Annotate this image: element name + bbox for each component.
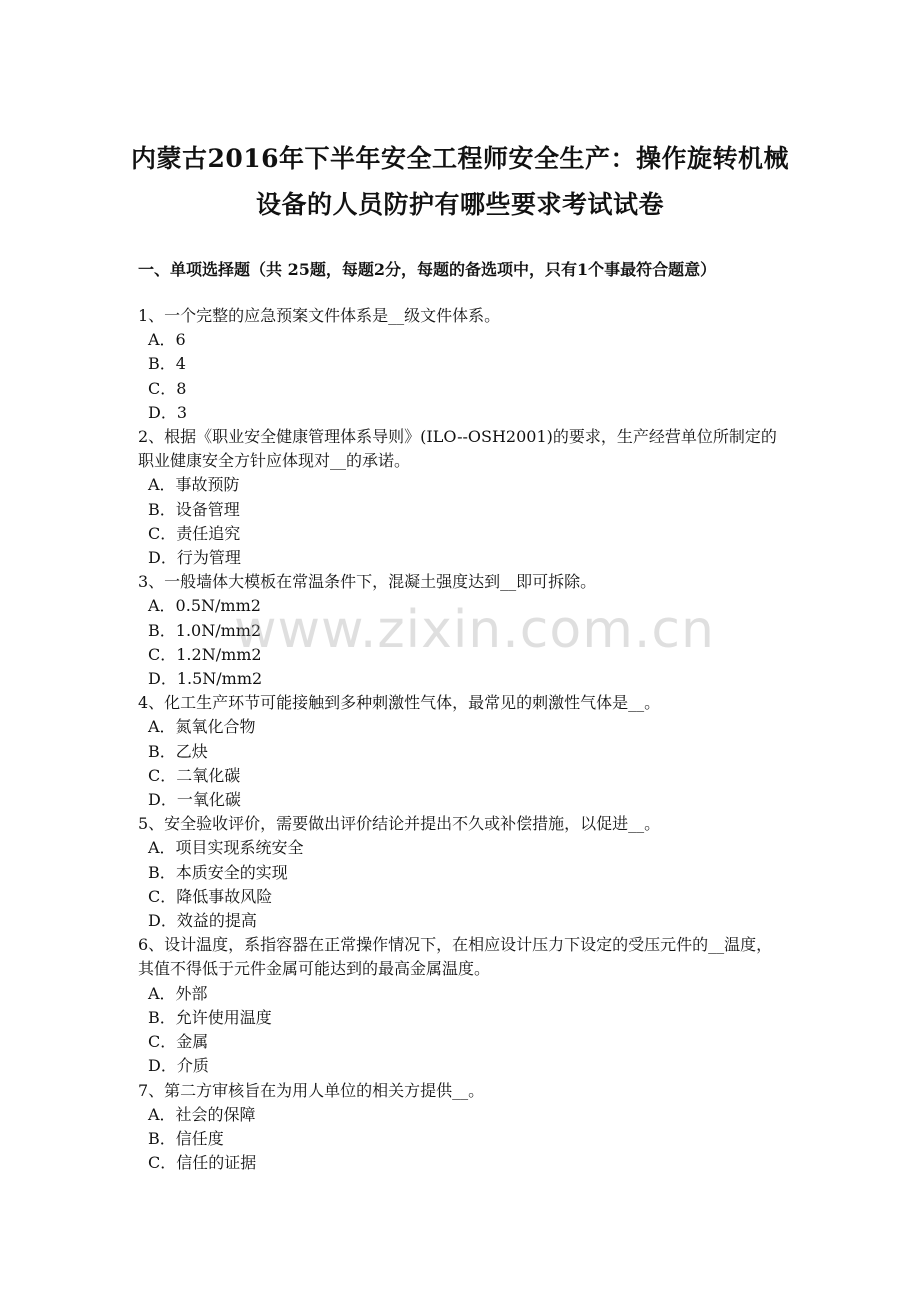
- answer-option: B．允许使用温度: [148, 1007, 272, 1027]
- question-item: [138, 812, 788, 933]
- answer-option: B．1.0N/mm2: [148, 620, 262, 640]
- answer-option: A．事故预防: [148, 475, 240, 495]
- question-item: [138, 933, 788, 1078]
- answer-option: C．信任的证据: [148, 1153, 257, 1173]
- answer-option: D．行为管理: [148, 548, 241, 568]
- answer-option: A．项目实现系统安全: [148, 838, 304, 858]
- answer-option: C．1.2N/mm2: [148, 644, 262, 664]
- question-text: 7、第二方审核旨在为用人单位的相关方提供__。: [138, 1080, 485, 1100]
- answer-option: D．3: [148, 402, 188, 422]
- answer-option: A．6: [148, 330, 186, 350]
- question-list: [138, 304, 788, 1175]
- answer-option: C．8: [148, 378, 187, 398]
- document-title: [110, 136, 810, 228]
- question-text: 2、根据《职业安全健康管理体系导则》(ILO--OSH2001)的要求，生产经营单位所制定的职业健康安全方针应体现对__的承诺。: [138, 427, 777, 471]
- question-text: 3、一般墙体大模板在常温条件下，混凝土强度达到__即可拆除。: [138, 572, 597, 592]
- answer-option: D．效益的提高: [148, 911, 257, 931]
- section-heading: 一、单项选择题（共 25题，每题2分，每题的备选项中，只有1个事最符合题意）: [138, 260, 717, 279]
- answer-option: C．责任追究: [148, 523, 241, 543]
- question-text: 6、设计温度，系指容器在正常操作情况下，在相应设计压力下设定的受压元件的__温度，其值不得低于元件金属可能达到的最高金属温度。: [138, 935, 773, 979]
- answer-option: B．信任度: [148, 1128, 224, 1148]
- answer-option: B．乙炔: [148, 741, 208, 761]
- answer-option: D．介质: [148, 1056, 209, 1076]
- answer-option: C．降低事故风险: [148, 886, 273, 906]
- answer-option: B．本质安全的实现: [148, 862, 288, 882]
- answer-option: C．金属: [148, 1032, 209, 1052]
- question-text: 5、安全验收评价，需要做出评价结论并提出不久或补偿措施，以促进__。: [138, 814, 661, 834]
- question-item: [138, 691, 788, 812]
- question-text: 1、一个完整的应急预案文件体系是__级文件体系。: [138, 306, 501, 325]
- answer-option: D．1.5N/mm2: [148, 669, 263, 689]
- watermark: www.zixin.com.cn: [234, 600, 715, 660]
- question-item: [138, 425, 788, 570]
- title-line-2: 设备的人员防护有哪些要求考试试卷: [255, 190, 664, 219]
- question-item: [138, 304, 788, 425]
- answer-option: B．设备管理: [148, 499, 240, 519]
- answer-option: A．0.5N/mm2: [148, 596, 261, 616]
- answer-option: B．4: [148, 354, 186, 374]
- answer-option: A．社会的保障: [148, 1104, 256, 1124]
- title-line-1: 内蒙古2016年下半年安全工程师安全生产：操作旋转机械: [130, 144, 790, 173]
- answer-option: C．二氧化碳: [148, 765, 241, 785]
- question-item: [138, 1079, 788, 1176]
- answer-option: A．外部: [148, 983, 208, 1003]
- answer-option: D．一氧化碳: [148, 790, 241, 810]
- question-text: 4、化工生产环节可能接触到多种刺激性气体，最常见的刺激性气体是__。: [138, 693, 661, 713]
- answer-option: A．氮氧化合物: [148, 717, 256, 737]
